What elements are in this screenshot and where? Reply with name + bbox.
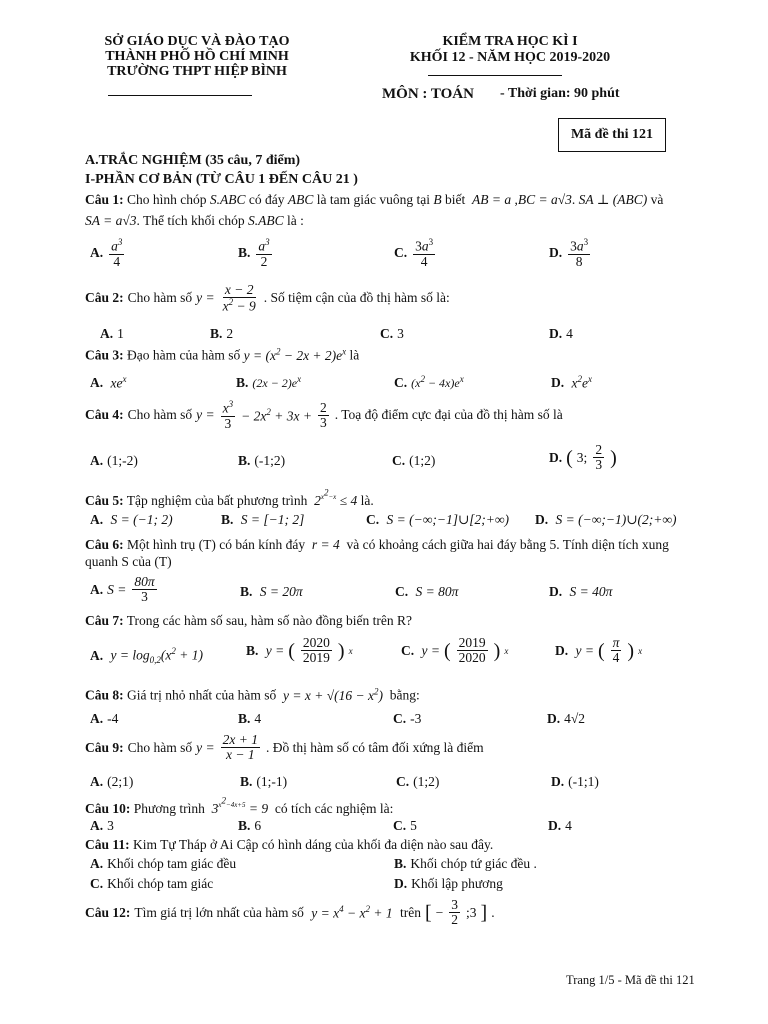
question-label: Câu 9: [85,739,124,755]
option-label: D. [394,876,408,891]
question-text: . Thể tích khối chóp [136,213,245,228]
right-header-rule [428,75,562,76]
q1-option-b[interactable]: B. $\frac{a^3}{2}$ [238,237,270,269]
q9-option-b[interactable] [240,774,287,790]
option-label: C. [380,326,394,341]
question-text: là. [360,492,374,508]
option-label: A. [90,374,104,390]
q9-option-d[interactable] [551,774,599,790]
q6-option-d[interactable]: D. S = 40π [549,584,613,599]
question-text: có tích các nghiệm là: [274,800,394,816]
option-label: A. [100,326,114,341]
question-text: Cho hàm số [127,407,193,423]
q8-option-a[interactable] [90,711,118,727]
q8-option-d[interactable]: D. 4√2 [547,711,586,726]
option-value: -4 [107,711,119,726]
option-label: B. [238,245,251,261]
option-value: (1;2) [409,453,436,468]
question-2: Câu 2: Cho hàm số y = $\frac{x - 2}{x^2 - 9}$ . Số tiệm cận của đồ thị hàm số là: [85,282,450,314]
option-label: C. [401,642,415,658]
question-label: Câu 8: [85,687,124,703]
q4-option-d[interactable]: D. ( 3; $\frac{2}{3}$ ) [549,442,617,473]
question-text: là tam giác vuông tại [316,192,430,207]
q7-option-b[interactable]: B. y = ( $\frac{2020}{2019}$ ) x [246,635,353,666]
option-label: D. [551,374,565,390]
option-label: C. [366,512,380,527]
option-label: C. [393,711,407,726]
q9-option-c[interactable] [396,774,439,790]
question-label: Câu 7: [85,613,124,628]
question-label: Câu 11: [85,837,130,852]
q1-option-a[interactable]: A. $\frac{a^3}{4}$ [90,237,123,269]
question-text: Kim Tự Tháp ở Ai Cập có hình dáng của khối đa diện nào sau đây. [133,837,494,852]
option-label: C. [393,818,407,833]
question-label: Câu 2: [85,290,124,306]
question-text: trên [399,904,421,920]
option-label: D. [549,584,563,599]
option-label: C. [392,453,406,468]
q6-option-b[interactable]: B. S = 20π [240,584,303,599]
question-text: Cho hàm số [127,290,193,306]
question-text: biết [444,192,466,207]
question-text: là [349,347,360,363]
question-text: . Toạ độ điểm cực đại của đồ thị hàm số là [334,407,563,423]
option-value: 1 [117,326,124,341]
q5-option-d[interactable]: D. S = (−∞;−1)∪(2;+∞) [535,512,677,527]
option-label: C. [395,584,409,599]
option-label: C. [396,774,410,789]
option-label: A. [90,818,104,833]
question-7 [85,613,412,629]
option-label: B. [238,818,251,833]
question-label: Câu 10: [85,800,131,816]
option-label: B. [240,774,253,789]
question-text: . Số tiệm cận của đồ thị hàm số là: [263,290,450,306]
option-label: D. [549,449,563,465]
option-value: 4 [566,326,573,341]
option-value: Khối chóp tam giác [107,876,214,891]
q10-option-a[interactable] [90,818,114,834]
question-text: Giá trị nhỏ nhất của hàm số [127,687,277,703]
exam-code: Mã đề thi 121 [570,127,654,142]
question-text: Cho hình chóp [127,192,207,207]
option-label: C. [90,876,104,891]
q3-option-d[interactable]: D. $x^2e^x$ [551,374,592,391]
q7-option-a[interactable]: A. $y = \log_{0,2}(x^2 + 1)$ [90,646,203,666]
q6-option-c[interactable]: C. S = 80π [395,584,459,599]
option-label: B. [238,453,251,468]
q10-option-b[interactable] [238,818,261,834]
option-label: A. [90,856,104,871]
option-label: A. [90,647,104,663]
left-header-rule [108,95,252,96]
option-label: B. [221,512,234,527]
question-label: Câu 4: [85,407,124,423]
option-value: Khối lập phương [411,876,503,891]
exam-grade-year: KHỐI 12 - NĂM HỌC 2019-2020 [409,50,611,65]
option-value: (1;-1) [256,774,288,789]
option-label: B. [238,711,251,726]
option-label: B. [236,374,249,390]
option-label: B. [394,856,407,871]
q4-option-b[interactable] [238,453,285,469]
q4-option-c[interactable] [392,453,435,469]
question-6-line2 [85,554,172,570]
q1-option-d[interactable]: D. $\frac{3a^3}{8}$ [549,237,589,269]
subject-label: MÔN : TOÁN [382,86,474,102]
option-value: 4 [565,818,572,833]
question-4: Câu 4: Cho hàm số y = $\frac{x^3}{3}$ − $2x^2 + 3x$ + $\frac{2}{3}$ . Toạ độ điểm cực đại của đồ thị hàm số là [85,399,563,431]
option-label: C. [394,245,408,261]
q11-option-b[interactable] [394,856,537,872]
q1-option-c[interactable]: C. $\frac{3a^3}{4}$ [394,237,434,269]
question-text: Một hình trụ (T) có bán kính đáy [127,537,306,552]
question-label: Câu 5: [85,492,124,508]
q5-option-b[interactable]: B. S = [−1; 2] [221,512,305,527]
question-3: Câu 3: Đạo hàm của hàm số $y = (x^2 - 2x + 2)e^x$ là [85,346,360,363]
option-value: 6 [254,818,262,833]
option-label: D. [549,326,563,341]
question-8: Câu 8: Giá trị nhỏ nhất của hàm số $y = x + √(16 - x^2)$ bằng: [85,686,420,703]
option-value: Khối chóp tứ giác đều . [410,856,537,871]
question-1-line2: SA = a√3. Thể tích khối chóp S.ABC là : [85,213,304,228]
section-1-title: I-PHẦN CƠ BẢN (TỪ CÂU 1 ĐẾN CÂU 21 ) [85,172,358,187]
option-label: B. [210,326,223,341]
q3-option-b[interactable]: B. $(2x - 2)e^x$ [236,374,302,390]
q2-option-a[interactable] [100,326,124,342]
q3-option-c[interactable]: C. $(x^2 - 4x)e^x$ [394,374,464,390]
option-label: A. [90,711,104,726]
q8-option-c[interactable] [393,711,421,727]
city-name: THÀNH PHỐ HỒ CHÍ MINH [105,49,289,64]
department-name: SỞ GIÁO DỤC VÀ ĐÀO TẠO [104,34,290,49]
question-text: và có khoảng cách giữa hai đáy bằng 5. Tính diện tích xung [346,537,669,552]
option-value: (-1;2) [254,453,286,468]
option-value: (2;1) [107,774,134,789]
option-value: 2 [226,326,234,341]
option-value: 3 [107,818,114,833]
option-value: (-1;1) [568,774,599,789]
question-11 [85,837,493,853]
q7-option-d[interactable]: D. y = ( $\frac{\pi}{4}$ ) x [555,635,643,666]
q11-option-d[interactable] [394,876,503,892]
question-text: Tìm giá trị lớn nhất của hàm số [134,904,304,920]
question-label: Câu 3: [85,347,124,363]
option-label: A. [90,512,104,527]
option-label: A. [90,581,104,597]
exam-code-box [558,118,666,152]
option-value: 4 [254,711,262,726]
option-label: A. [90,774,104,789]
question-label: Câu 1: [85,192,124,207]
q7-option-c[interactable]: C. y = ( $\frac{2019}{2020}$ ) x [401,635,509,666]
question-text: có đáy [248,192,285,207]
school-name: TRƯỜNG THPT HIỆP BÌNH [107,64,287,79]
q9-option-a[interactable] [90,774,133,790]
option-label: D. [549,245,563,261]
option-value: Khối chóp tam giác đều [107,856,237,871]
question-text: Cho hàm số [127,739,193,755]
q8-option-b[interactable] [238,711,261,727]
question-text: Đạo hàm của hàm số [127,347,241,363]
question-label: Câu 12: [85,904,131,920]
q5-option-a[interactable]: A. S = (−1; 2) [90,512,173,527]
option-value: (1;2) [413,774,440,789]
option-label: A. [90,453,104,468]
question-text: Phương trình [133,800,205,816]
question-label: Câu 6: [85,537,124,552]
q10-option-d[interactable] [548,818,572,834]
question-5: Câu 5: Tập nghiệm của bất phương trình $2^{x^2-x} \le 4$ là. [85,488,374,508]
question-text: quanh S của (T) [85,554,172,569]
q11-option-a[interactable] [90,856,236,872]
exam-title: KIỂM TRA HỌC KÌ I [442,34,578,49]
option-label: D. [535,512,549,527]
question-10: Câu 10: Phương trình $3^{x^2-4x+5} = 9$ có tích các nghiệm là: [85,796,394,816]
question-12: Câu 12: Tìm giá trị lớn nhất của hàm số $y = x^4 - x^2 + 1$ trên [ − $\frac{3}{2}$ ;3 ] . [85,897,495,928]
question-text: . Đồ thị hàm số có tâm đối xứng là điểm [266,739,484,755]
question-9: Câu 9: Cho hàm số y = $\frac{2x + 1}{x - 1}$ . Đồ thị hàm số có tâm đối xứng là điểm [85,732,484,763]
option-label: B. [240,584,253,599]
q6-option-a[interactable]: A. S = $\frac{80\pi}{3}$ [90,574,155,605]
page-footer: Trang 1/5 - Mã đề thi 121 [566,973,695,987]
q2-option-b[interactable] [210,326,233,342]
question-text: Trong các hàm số sau, hàm số nào đồng biến trên R? [126,613,412,628]
section-a-title: A.TRẮC NGHIỆM (35 câu, 7 điểm) [85,153,301,168]
q2-option-c[interactable] [380,326,404,342]
question-1: Câu 1: Cho hình chóp S.ABC có đáy ABC là tam giác vuông tại B biết AB = a ,BC = a√3. SA ⊥ (ABC) và [85,192,664,207]
q5-option-c[interactable]: C. S = (−∞;−1]∪[2;+∞) [366,512,509,527]
option-value: 5 [410,818,417,833]
option-label: D. [548,818,562,833]
option-label: D. [551,774,565,789]
time-label: - Thời gian: 90 phút [500,86,620,101]
option-label: D. [555,642,569,658]
q11-option-c[interactable] [90,876,213,892]
q10-option-c[interactable] [393,818,417,834]
option-label: C. [394,374,408,390]
question-6: Câu 6: Một hình trụ (T) có bán kính đáy r = 4 và có khoảng cách giữa hai đáy bằng 5. Tính diện tích xung [85,537,669,552]
question-text: là : [287,213,304,228]
option-label: D. [547,711,561,726]
q2-option-d[interactable] [549,326,573,342]
question-text: Tập nghiệm của bất phương trình [126,492,308,508]
option-label: B. [246,642,259,658]
option-value: (1;-2) [107,453,138,468]
q3-option-a[interactable]: A. $xe^x$ [90,374,127,391]
option-value: -3 [410,711,422,726]
option-value: 3 [397,326,404,341]
question-text: bằng: [389,687,420,703]
q4-option-a[interactable] [90,453,138,469]
option-label: A. [90,245,104,261]
